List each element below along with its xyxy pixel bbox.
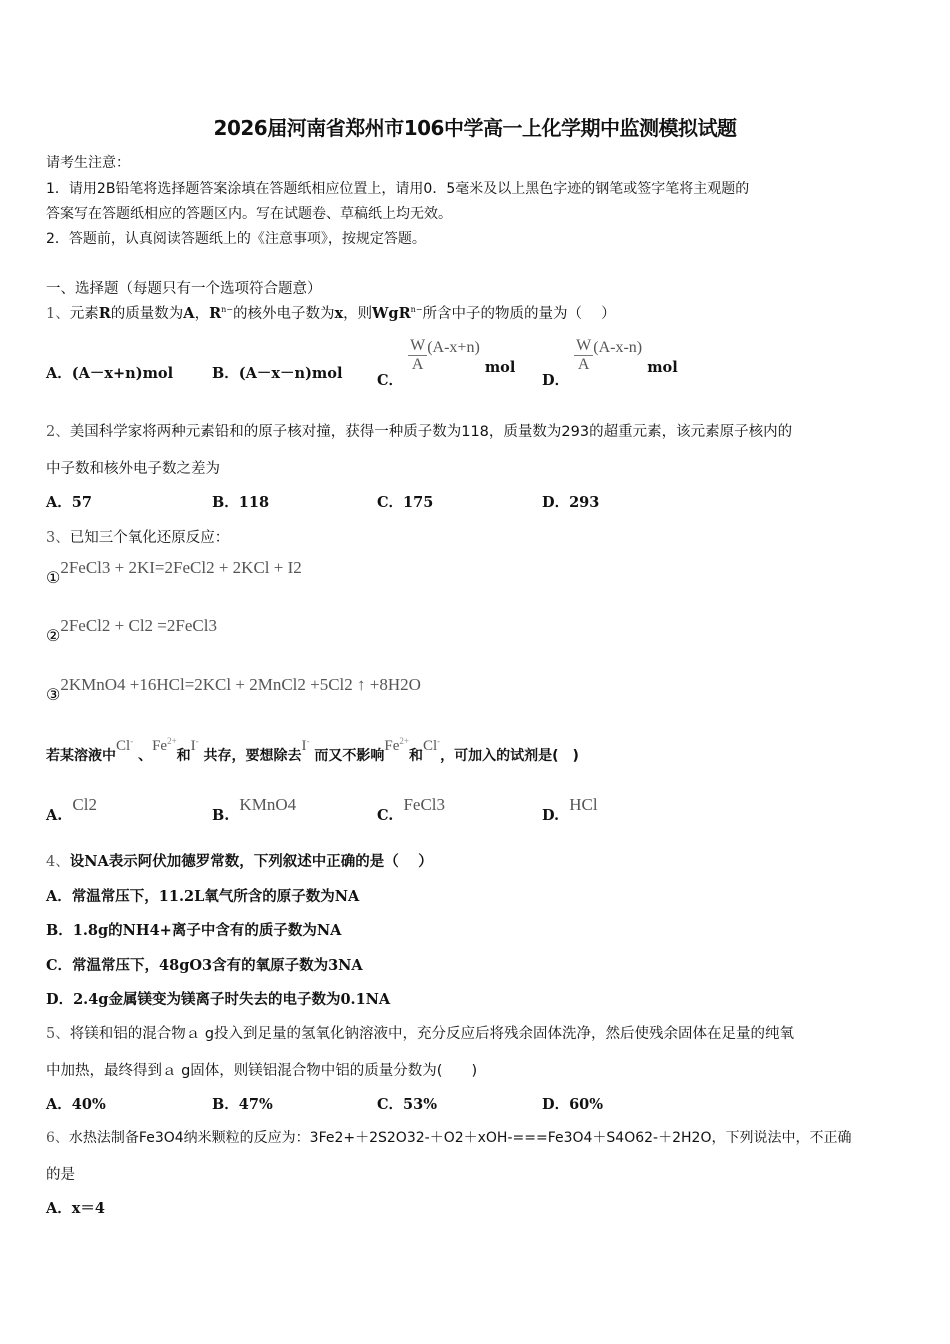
option-text: HCl	[569, 795, 598, 814]
reaction-1	[46, 558, 302, 587]
option-label: B．	[212, 494, 239, 511]
notice-item-1: 1．请用2B铅笔将选择题答案涂填在答题纸相应位置上，请用0．5毫米及以上黑色字迹的钢笔或签字笔将主观题的	[46, 181, 750, 197]
question-number: 5、	[46, 1026, 70, 1042]
option-label: C．	[46, 957, 73, 974]
option-text: (A－x+n)mol	[71, 365, 174, 382]
q3-option-a[interactable]	[46, 795, 97, 825]
prompt-text: 、	[138, 748, 153, 764]
option-text: 118	[238, 494, 270, 511]
stem-charge: n−	[410, 305, 423, 315]
option-text: 1.8g的NH4+离子中含有的质子数为NA	[72, 922, 342, 939]
q3-option-c[interactable]	[377, 795, 446, 825]
question-number: 6、	[46, 1130, 69, 1146]
option-label: D．	[46, 991, 74, 1008]
stem-text: ，则	[343, 306, 373, 322]
reaction-marker: ②	[46, 626, 61, 645]
notice-heading: 请考生注意：	[46, 155, 130, 171]
question-4-stem	[46, 850, 433, 871]
option-text: Cl2	[72, 795, 97, 814]
question-2-stem	[46, 420, 792, 441]
ion-symbol: Fe	[152, 738, 168, 754]
option-text: (A－x－n)mol	[238, 365, 343, 382]
reaction-marker: ③	[46, 685, 61, 704]
prompt-text: 若某溶液中	[46, 748, 116, 764]
option-label: C．	[377, 1096, 404, 1113]
stem-text: 水热法制备Fe3O4纳米颗粒的反应为：3Fe2+＋2S2O32-＋O2＋xOH-===Fe3O4＋S4O62-＋2H2O，下列说法中，不正确	[68, 1130, 852, 1146]
ion-symbol: Cl	[422, 738, 438, 754]
prompt-text: ，可加入的试剂是( )	[440, 748, 579, 764]
option-text: 常温常压下，48gO3含有的氧原子数为3NA	[72, 957, 363, 974]
ion-symbol: Cl	[116, 738, 131, 754]
q2-option-c[interactable]	[377, 491, 433, 512]
option-text: 常温常压下，11.2L氧气所含的原子数为NA	[71, 888, 360, 905]
numerator: W	[410, 337, 426, 354]
question-2-stem-cont: 中子数和核外电子数之差为	[46, 461, 220, 477]
q2-option-a[interactable]	[46, 491, 92, 512]
stem-text: 将镁和铝的混合物ａ g投入到足量的氢氧化钠溶液中，充分反应后将残余固体洗净，然后使残余固体在足量的纯氧	[69, 1026, 795, 1042]
ion-charge: -	[195, 736, 199, 746]
stem-text: 的核外电子数为	[232, 306, 335, 322]
ion-symbol: I	[301, 738, 307, 754]
option-label: D．	[542, 371, 570, 389]
option-label: D．	[542, 1096, 570, 1113]
expression: (A-x+n)	[427, 338, 480, 356]
prompt-text: 而又不影响	[314, 748, 385, 764]
q6-option-a[interactable]	[46, 1197, 105, 1218]
section-heading: 一、选择题（每题只有一个选项符合题意）	[46, 281, 322, 297]
option-label: D.	[542, 807, 560, 824]
stem-charge: n−	[221, 305, 233, 315]
stem-symbol: x	[334, 305, 344, 322]
question-6-stem-cont: 的是	[46, 1167, 75, 1183]
q2-option-b[interactable]	[212, 491, 269, 512]
fraction	[408, 337, 427, 374]
option-label: B．	[46, 922, 73, 939]
stem-symbol: R	[209, 305, 222, 322]
prompt-text: 共存，要想除去	[203, 748, 302, 764]
q5-option-d[interactable]	[542, 1093, 603, 1114]
ion-ferrous	[384, 738, 409, 754]
q1-option-a[interactable]	[46, 362, 173, 383]
ion-ferrous	[152, 738, 177, 754]
option-text: x＝4	[71, 1200, 105, 1217]
question-5-stem	[46, 1022, 794, 1043]
ion-charge: -	[130, 736, 134, 746]
stem-text: 设NA表示阿伏加德罗常数，下列叙述中正确的是（ ）	[69, 853, 433, 870]
ion-chloride	[423, 738, 440, 754]
q5-option-c[interactable]	[377, 1093, 437, 1114]
stem-text: 美国科学家将两种元素铅和的原子核对撞，获得一种质子数为118，质量数为293的超重元素，该元素原子核内的	[69, 424, 793, 440]
question-3-stem	[46, 526, 229, 547]
stem-text: 已知三个氧化还原反应：	[69, 530, 230, 546]
reaction-equation: 2FeCl2 + Cl2 =2FeCl3	[60, 616, 217, 635]
option-label: A.	[46, 807, 63, 824]
denominator: A	[411, 356, 424, 373]
prompt-text: 和	[176, 748, 191, 764]
option-text: 2.4g金属镁变为镁离子时失去的电子数为0.1NA	[73, 991, 391, 1008]
question-1-stem	[46, 302, 616, 323]
option-label: A．	[46, 1200, 72, 1217]
q1-option-c[interactable]	[377, 337, 516, 389]
option-label: B.	[212, 807, 230, 824]
option-label: C.	[377, 807, 394, 824]
reaction-equation: 2KMnO4 +16HCl=2KCl + 2MnCl2 +5Cl2 ↑ +8H2O	[60, 675, 421, 694]
option-text: KMnO4	[239, 795, 297, 814]
option-label: A．	[46, 888, 72, 905]
notice-item-1-cont: 答案写在答题纸相应的答题区内。写在试题卷、草稿纸上均无效。	[46, 206, 452, 222]
ion-iodide	[191, 738, 199, 754]
question-number: 1、	[46, 306, 70, 322]
reaction-equation: 2FeCl3 + 2KI=2FeCl2 + 2KCl + I2	[60, 558, 302, 577]
question-3-prompt	[46, 736, 579, 765]
option-label: B．	[212, 365, 239, 382]
q3-option-d[interactable]	[542, 795, 598, 825]
ion-charge: -	[437, 736, 441, 746]
question-number: 2、	[46, 424, 70, 440]
option-label: C．	[377, 371, 404, 389]
question-number: 3、	[46, 530, 70, 546]
ion-charge: 2+	[399, 736, 409, 746]
option-text: 47%	[238, 1096, 273, 1113]
ion-charge: -	[306, 736, 310, 746]
q3-option-b[interactable]	[212, 795, 297, 825]
option-text: 293	[569, 494, 600, 511]
ion-charge: 2+	[167, 736, 177, 746]
question-6-stem	[46, 1127, 851, 1147]
q4-option-c[interactable]	[46, 954, 363, 975]
stem-symbol: R	[98, 305, 111, 322]
page-title: 2026届河南省郑州市106中学高一上化学期中监测模拟试题	[213, 116, 737, 140]
stem-text: 元素	[69, 306, 99, 322]
option-text: FeCl3	[403, 795, 446, 814]
q1-option-b[interactable]	[212, 362, 342, 383]
stem-symbol: WgR	[372, 305, 411, 322]
q5-option-a[interactable]	[46, 1093, 106, 1114]
q4-option-b[interactable]	[46, 919, 341, 940]
unit: mol	[484, 358, 516, 376]
option-label: A．	[46, 1096, 72, 1113]
stem-text: ，	[194, 306, 210, 322]
q5-option-b[interactable]	[212, 1093, 273, 1114]
prompt-text: 和	[408, 748, 423, 764]
unit: mol	[647, 358, 678, 376]
ion-iodide	[302, 738, 310, 754]
option-text: 175	[403, 494, 434, 511]
ion-symbol: Fe	[384, 738, 400, 754]
numerator: W	[576, 337, 592, 354]
question-number: 4、	[46, 854, 70, 870]
q2-option-d[interactable]	[542, 491, 599, 512]
denominator: A	[577, 356, 590, 373]
expression: (A-x-n)	[593, 338, 643, 356]
option-text: 60%	[569, 1096, 604, 1113]
ion-symbol: I	[190, 738, 196, 754]
option-label: B．	[212, 1096, 239, 1113]
option-label: D．	[542, 494, 570, 511]
question-5-stem-cont: 中加热，最终得到ａ g固体，则镁铝混合物中铝的质量分数为( )	[46, 1063, 478, 1079]
notice-item-2: 2．答题前，认真阅读答题纸上的《注意事项》，按规定答题。	[46, 231, 426, 247]
fraction	[574, 337, 593, 374]
option-label: A．	[46, 494, 72, 511]
reaction-marker: ①	[46, 568, 61, 587]
stem-text: 的质量数为	[110, 306, 184, 322]
ion-chloride	[116, 738, 133, 754]
stem-text: 所含中子的物质的量为（ ）	[422, 306, 616, 322]
option-text: 40%	[71, 1096, 106, 1113]
option-text: 57	[71, 494, 92, 511]
reaction-2	[46, 616, 217, 645]
option-text: 53%	[403, 1096, 438, 1113]
option-label: A．	[46, 365, 72, 382]
q4-option-a[interactable]	[46, 885, 359, 906]
reaction-3	[46, 675, 421, 704]
option-label: C．	[377, 494, 404, 511]
q4-option-d[interactable]	[46, 988, 390, 1009]
stem-symbol: A	[183, 305, 195, 322]
q1-option-d[interactable]	[542, 337, 678, 389]
